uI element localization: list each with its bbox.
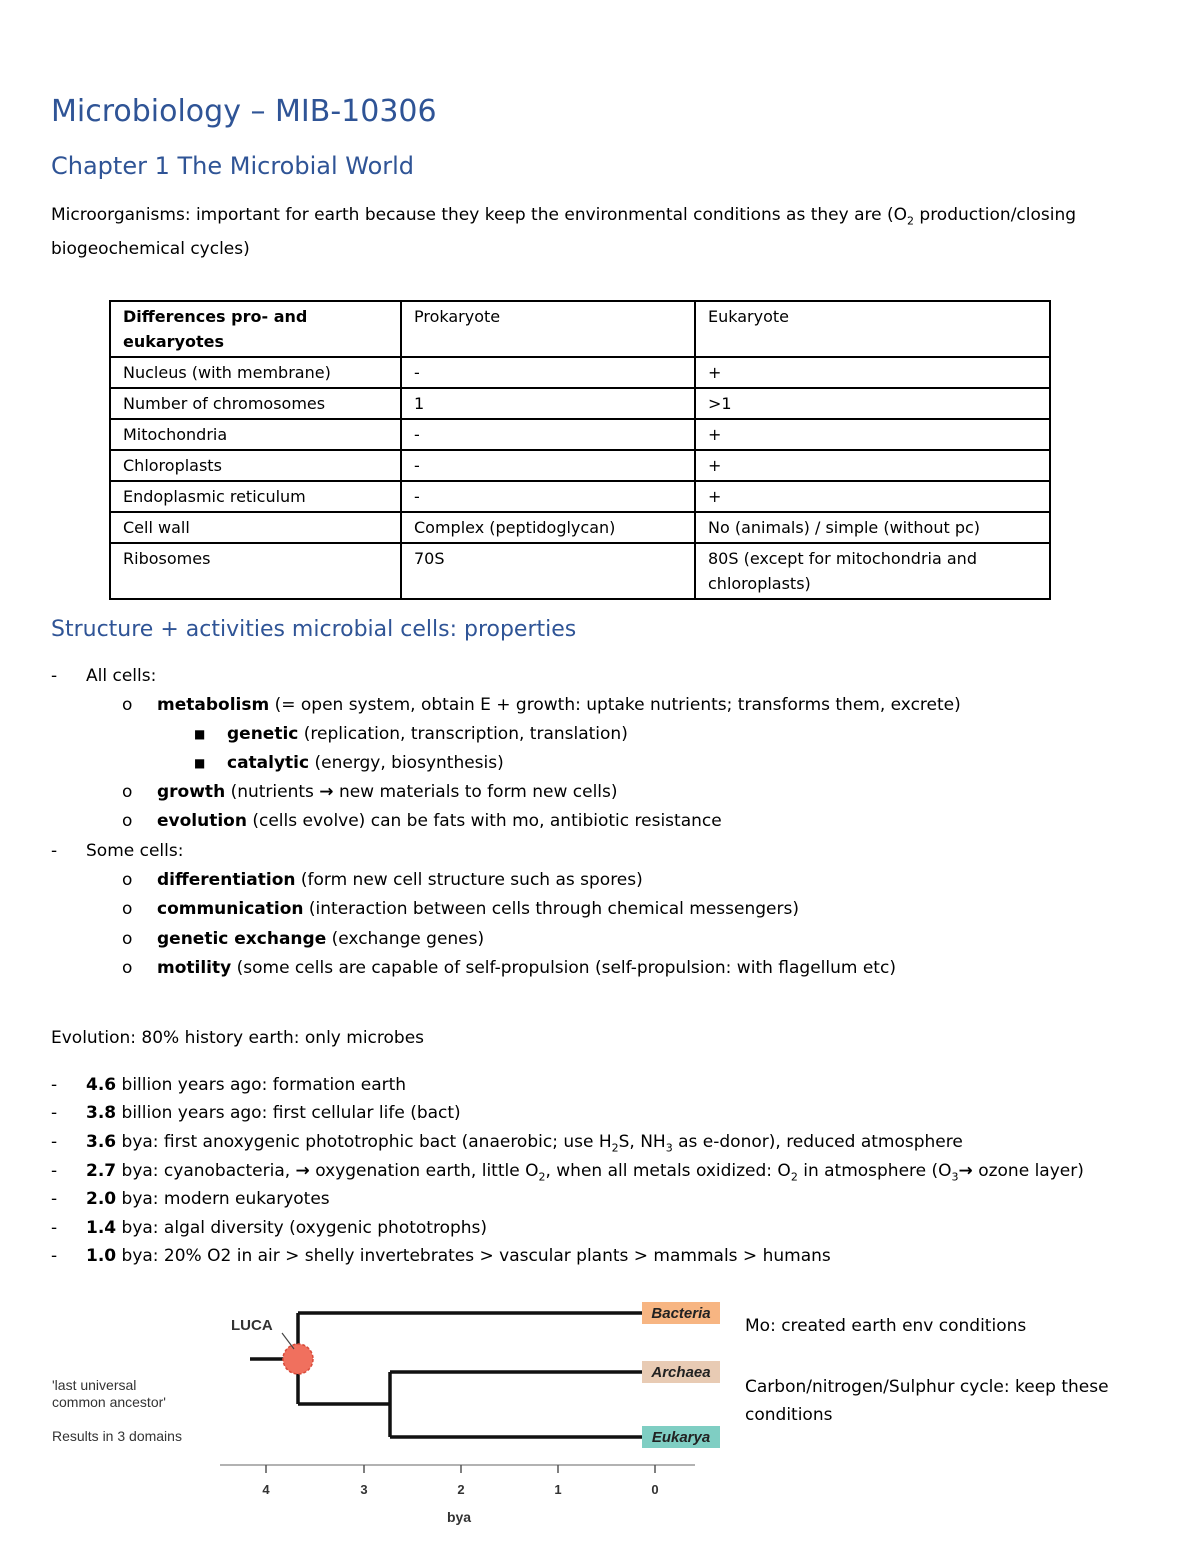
dash-bullet: -	[51, 1132, 58, 1152]
table-cell: -	[401, 450, 695, 481]
arrow-icon: →	[319, 782, 334, 802]
table-row	[110, 357, 1050, 388]
table-row	[110, 512, 1050, 543]
tick-label: 3	[360, 1482, 368, 1497]
table-cell: +	[695, 481, 1050, 512]
tree-branches	[250, 1313, 645, 1437]
table-cell: 1	[401, 388, 695, 419]
dash-bullet: -	[51, 1103, 58, 1123]
document-page: Microbiology – MIB-10306 Chapter 1 The Microbial World Microorganisms: important for earth because they keep the environmental conditions as they are ($O_2$ production/closing biogeochemical cycles) Differences pro- and eukaryotes Prokaryote Eukaryote Nucleus (with membrane) - + Number of chromosomes 1 >1 Mitochondria - + Chloroplasts - + Endoplasmic reticulum - + Cell wall Complex (peptidoglycan) No (animals) / simple (without pc) Ribosomes 70S 80S (except for mitochondria and chloroplasts) Structure + activities microbial cells: properties - All cells: o metabolism (= open system, obtain E + growth: uptake nutrients; transforms them, excrete) ■ genetic (replication, transcription, translation) ■ catalytic (energy, biosynthesis) o growth (nutrients → new materials to form new cells) o evolution (cells evolve) can be fats with mo, antibiotic resistance - Some cells: o differentiation (form new cell structure such as spores) o communication (interaction between cells through chemical messengers) o genetic exchange (exchange genes) o motility (some cells are capable of self-propulsion (self-propulsion: with flagellum etc) Evolution: 80% history earth: only microbes - 4.6 billion years ago: formation earth - 3.8 billion years ago: first cellular life (bact) - 3.6 bya: first anoxygenic phototrophic bact (anaerobic; use $H_2S$, $NH_3$ as e-donor), reduced atmosphere - 2.7 bya: cyanobacteria, → oxygenation earth, little $O_2$, when all metals oxidized: $O_2$ in atmosphere ($O_3\to$ ozone layer) - 2.0 bya: modern eukaryotes - 1.4 bya: algal diversity (oxygenic phototrophs) - 1.0 bya: 20% O2 in air > shelly invertebrates > vascular plants > mammals > humans LUCA 'last universal common ancestor' Results in 3 domains Bacteria Archaea Eukarya 4 3 2 1 0 bya Mo: created earth env conditions Carbon/nitrogen/Sulphur cycle: keep these conditions	[0, 0, 1200, 1553]
circle-bullet: o	[122, 811, 133, 831]
circle-bullet: o	[122, 782, 133, 802]
table-cell: Nucleus (with membrane)	[110, 357, 401, 388]
evolution-intro: Evolution: 80% history earth: only microbes	[51, 1028, 425, 1048]
table-header-cell: Differences pro- and eukaryotes	[110, 301, 401, 357]
table-cell: -	[401, 357, 695, 388]
phylogeny-figure	[30, 1285, 730, 1535]
side-note: Mo: created earth env conditions	[745, 1316, 1027, 1336]
square-bullet: ■	[194, 756, 206, 770]
table-row	[110, 419, 1050, 450]
table-cell: Mitochondria	[110, 419, 401, 450]
tick-label: 0	[651, 1482, 659, 1497]
table-cell: Number of chromosomes	[110, 388, 401, 419]
table-cell: Cell wall	[110, 512, 401, 543]
circle-bullet: o	[122, 958, 133, 978]
table-cell: >1	[695, 388, 1050, 419]
tick-label: 4	[262, 1482, 270, 1497]
axis-ticks	[266, 1465, 655, 1473]
table-row	[110, 388, 1050, 419]
differences-table	[109, 300, 1051, 600]
document-title: Microbiology – MIB-10306	[51, 94, 437, 129]
luca-description-line1: 'last universal	[52, 1377, 137, 1393]
table-cell: Endoplasmic reticulum	[110, 481, 401, 512]
square-bullet: ■	[194, 727, 206, 741]
table-header-cell: Prokaryote	[401, 301, 695, 357]
table-header-cell: Eukaryote	[695, 301, 1050, 357]
table-cell: -	[401, 481, 695, 512]
dash-bullet: -	[51, 1189, 58, 1209]
bacteria-label: Bacteria	[651, 1305, 711, 1322]
dash-bullet: -	[51, 1246, 58, 1266]
side-note: Carbon/nitrogen/Sulphur cycle: keep these conditions	[745, 1377, 1109, 1425]
table-cell: No (animals) / simple (without pc)	[695, 512, 1050, 543]
tick-label: 2	[457, 1482, 465, 1497]
circle-bullet: o	[122, 899, 133, 919]
tick-label: 1	[554, 1482, 562, 1497]
eukarya-label: Eukarya	[651, 1429, 711, 1446]
table-cell: Ribosomes	[110, 543, 401, 599]
domains-note: Results in 3 domains	[52, 1428, 182, 1444]
arrow-icon: →	[958, 1161, 973, 1181]
table-cell: +	[695, 357, 1050, 388]
table-cell: Chloroplasts	[110, 450, 401, 481]
table-cell: 70S	[401, 543, 695, 599]
luca-label: LUCA	[231, 1317, 273, 1334]
intro-paragraph: Microorganisms: important for earth because they keep the environmental conditions as they are ($O_2$ production/closing biogeochemical cycles)	[51, 205, 1077, 260]
axis-tick-labels	[262, 1482, 658, 1497]
luca-pointer	[282, 1333, 294, 1349]
dash-bullet: -	[51, 1161, 58, 1181]
table-row	[110, 481, 1050, 512]
table-row	[110, 543, 1050, 599]
luca-description-line2: common ancestor'	[52, 1394, 166, 1410]
dash-bullet: -	[51, 841, 58, 861]
table-row	[110, 450, 1050, 481]
circle-bullet: o	[122, 870, 133, 890]
table-cell: +	[695, 419, 1050, 450]
table-cell: Complex (peptidoglycan)	[401, 512, 695, 543]
axis-label: bya	[446, 1509, 472, 1525]
table-cell: -	[401, 419, 695, 450]
circle-bullet: o	[122, 695, 133, 715]
section-heading: Structure + activities microbial cells: properties	[51, 617, 577, 642]
circle-bullet: o	[122, 929, 133, 949]
table-header-row	[110, 301, 1050, 357]
luca-node	[283, 1344, 313, 1374]
dash-bullet: -	[51, 1075, 58, 1095]
arrow-icon: →	[295, 1161, 310, 1181]
dash-bullet: -	[51, 666, 58, 686]
table-cell: +	[695, 450, 1050, 481]
archaea-label: Archaea	[651, 1364, 711, 1381]
table-cell: 80S (except for mitochondria and chloroplasts)	[695, 543, 1050, 599]
chapter-heading: Chapter 1 The Microbial World	[51, 152, 415, 180]
dash-bullet: -	[51, 1218, 58, 1238]
